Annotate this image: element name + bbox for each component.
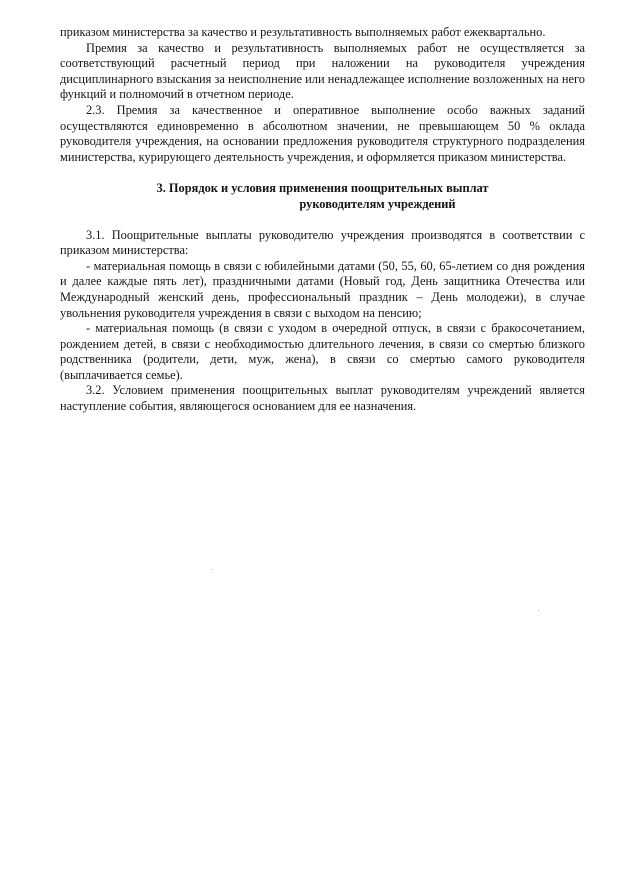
- section-3-heading-line1: 3. Порядок и условия применения поощрительных выплат: [156, 181, 489, 196]
- list-item-material-aid: - материальная помощь (в связи с уходом в очередной отпуск, в связи с бракосочетанием, рождением детей, в связи с необходимостью длительного лечения, в связи со смертью близкого родственника (родители, дети, муж, жена), в связи со смертью самого руководителя (выплачивается семье).: [60, 321, 585, 382]
- paragraph-bonus-not-paid: Премия за качество и результативность выполняемых работ не осуществляется за соответствующий расчетный период при наложении на руководителя учреждения дисциплинарного взыскания за неисполнение или ненадлежащее исполнение возложенных на него функций и полномочий в отчетном периоде.: [60, 40, 585, 102]
- paragraph-bonus-quarterly: приказом министерства за качество и результативность выполняемых работ ежеквартально.: [60, 25, 546, 39]
- section-3-heading-line2: руководителям учреждений: [299, 196, 456, 211]
- document-body: [60, 25, 585, 415]
- list-item-jubilee-aid: - материальная помощь в связи с юбилейными датами (50, 55, 60, 65-летием со дня рождения и далее каждые пять лет), праздничными датами (Новый год, День защитника Отечества или Международный женский день, профессиональный праздник – День молодежи), в случае увольнения руководителя учреждения в связи с выходом на пенсию;: [60, 258, 585, 320]
- section-3-heading: [60, 181, 585, 212]
- scan-speck: [211, 569, 212, 570]
- paragraph-3-2: 3.2. Условием применения поощрительных выплат руководителям учреждений является наступление события, являющегося основанием для ее назначения.: [60, 383, 585, 414]
- paragraph-3-1: 3.1. Поощрительные выплаты руководителю учреждения производятся в соответствии с приказом министерства:: [60, 227, 585, 258]
- scan-speck: [538, 610, 539, 611]
- paragraph-2-3: 2.3. Премия за качественное и оперативное выполнение особо важных заданий осуществляются единовременно в абсолютном значении, не превышающем 50 % оклада руководителя учреждения, на основании предложения руководителя структурного подразделения министерства, курирующего деятельность учреждения, и оформляется приказом министерства.: [60, 102, 585, 164]
